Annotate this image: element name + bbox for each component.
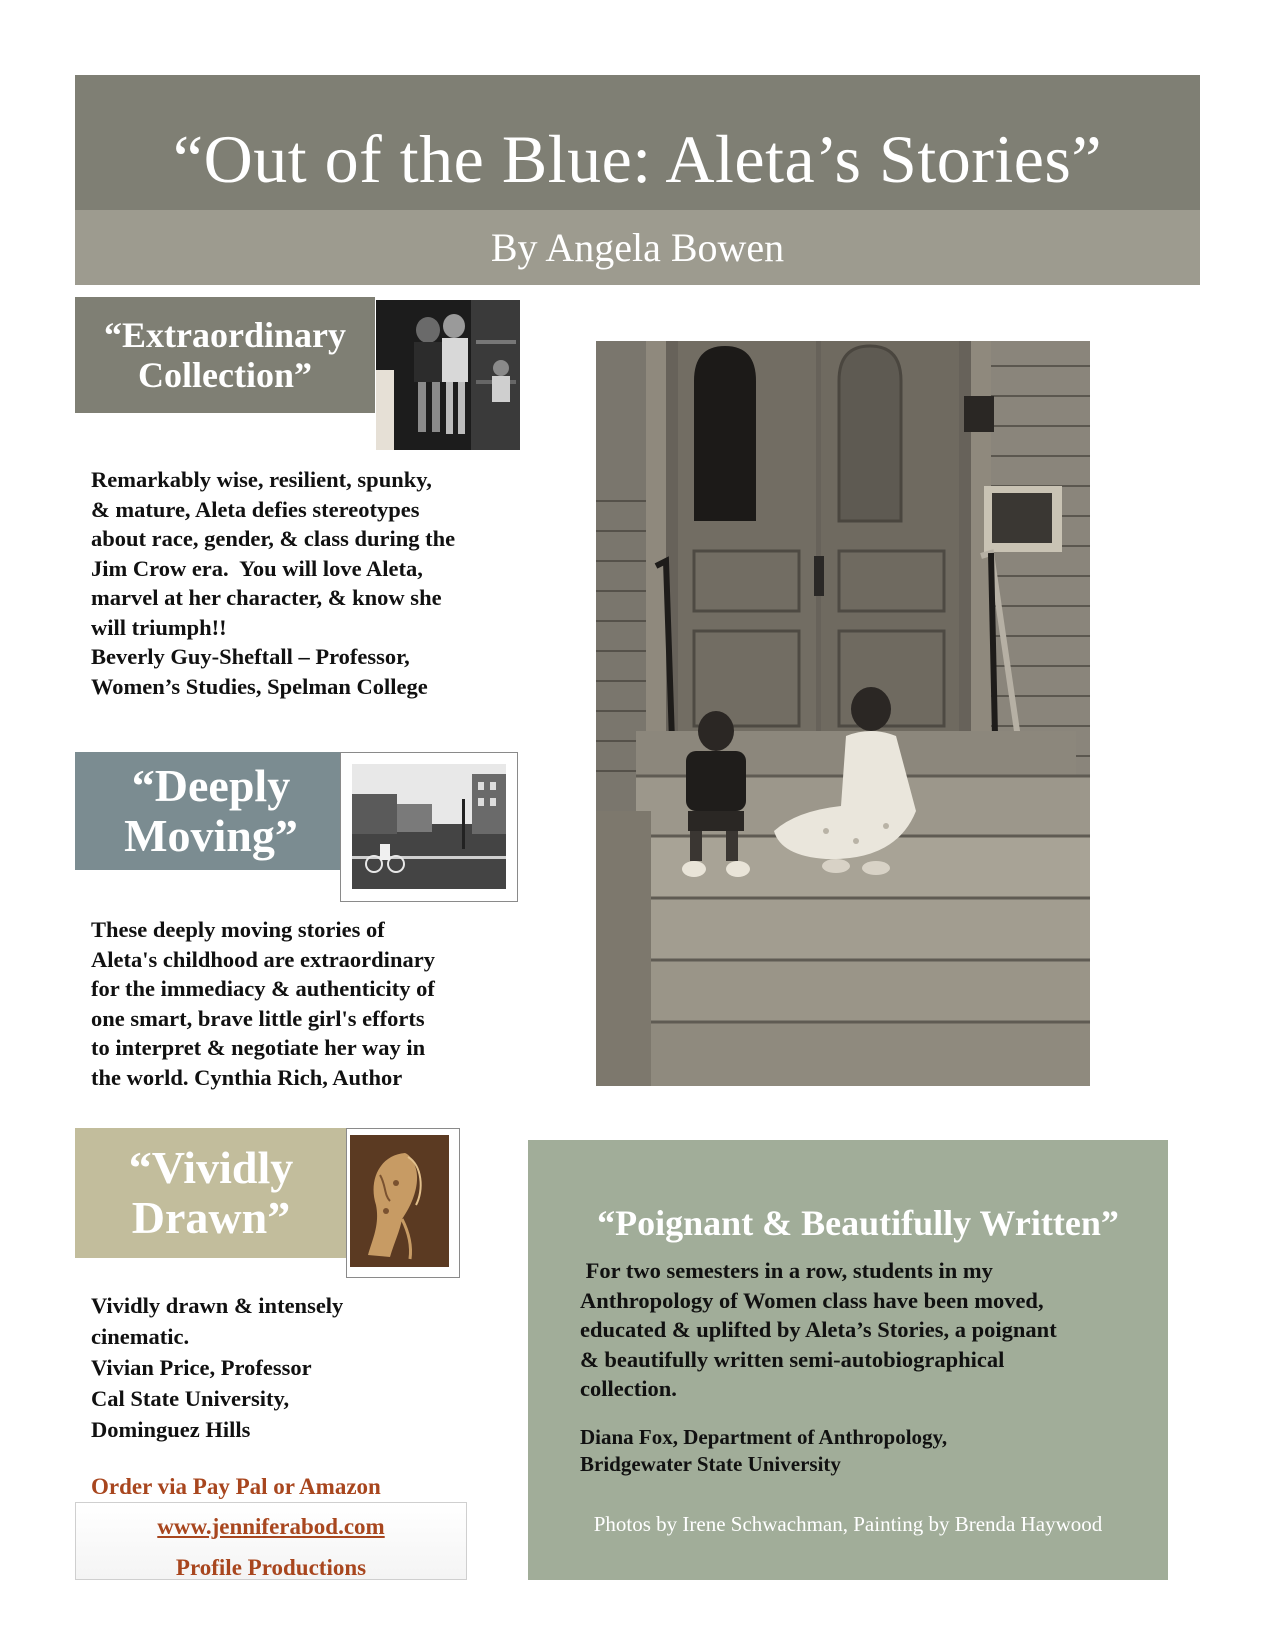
text-line: Women’s Studies, Spelman College xyxy=(91,673,428,699)
heading-line: “Deeply xyxy=(131,760,291,812)
review-text-cynthia xyxy=(91,915,521,1092)
text-line: Aleta's childhood are extraordinary xyxy=(91,946,435,972)
heading-line: “Vividly xyxy=(128,1142,294,1194)
text-line: educated & uplifted by Aleta’s Stories, a poignant xyxy=(580,1317,1057,1342)
text-line: & beautifully written semi-autobiographical xyxy=(580,1346,1005,1372)
review-heading: “Poignant & Beautifully Written” xyxy=(597,1203,1119,1243)
text-line: For two semesters in a row, students in my xyxy=(580,1258,993,1283)
text-line: marvel at her character, & know she xyxy=(91,585,442,610)
review-signature xyxy=(580,1424,1150,1478)
order-label: Order via Pay Pal or Amazon xyxy=(91,1474,381,1499)
text-line: about race, gender, & class during the xyxy=(91,526,456,551)
text-line: to interpret & negotiate her way in xyxy=(91,1035,426,1060)
quote-heading-vividly-drawn xyxy=(75,1128,347,1258)
text-line: Beverly Guy-Sheftall – Professor, xyxy=(91,644,410,669)
text-line: Vividly drawn & intensely xyxy=(91,1293,344,1318)
text-line: Cal State University, xyxy=(91,1386,290,1411)
text-line: will triumph!! xyxy=(91,614,227,640)
text-line: Diana Fox, Department of Anthropology, xyxy=(580,1425,948,1449)
quote-heading-extraordinary xyxy=(75,297,375,413)
photo-credit: Photos by Irene Schwachman, Painting by Brenda Haywood xyxy=(593,1512,1103,1536)
page-title: “Out of the Blue: Aleta’s Stories” xyxy=(172,121,1103,197)
text-line: one smart, brave little girl's efforts xyxy=(91,1005,425,1031)
heading-line: Moving” xyxy=(124,810,298,861)
author-byline: By Angela Bowen xyxy=(490,225,785,270)
text-line: Anthropology of Women class have been moved, xyxy=(580,1287,1044,1313)
text-line: Remarkably wise, resilient, spunky, xyxy=(91,467,432,492)
order-website-link[interactable]: www.jenniferabod.com xyxy=(157,1514,385,1539)
publisher-name: Profile Productions xyxy=(175,1555,367,1580)
text-line: These deeply moving stories of xyxy=(91,917,385,942)
review-text-vivian xyxy=(91,1290,421,1445)
text-line: & mature, Aleta defies stereotypes xyxy=(91,496,420,522)
heading-line: Drawn” xyxy=(131,1192,291,1243)
text-line: cinematic. xyxy=(91,1324,190,1349)
quote-heading-deeply-moving xyxy=(75,752,347,870)
text-line: collection. xyxy=(580,1376,677,1401)
heading-line: “Extraordinary xyxy=(104,314,346,355)
heading-line: Collection” xyxy=(138,355,312,395)
review-text-diana xyxy=(580,1256,1150,1404)
text-line: Vivian Price, Professor xyxy=(91,1355,312,1380)
text-line: Dominguez Hills xyxy=(91,1417,251,1442)
text-line: the world. Cynthia Rich, Author xyxy=(91,1064,403,1090)
text-line: Bridgewater State University xyxy=(580,1452,841,1476)
text-line: for the immediacy & authenticity of xyxy=(91,976,435,1001)
street-photo-thumbnail xyxy=(352,764,506,889)
text-line: Jim Crow era. You will love Aleta, xyxy=(91,555,423,581)
review-text-beverly xyxy=(91,465,521,701)
children-photo-thumbnail xyxy=(376,300,520,450)
main-cover-photo xyxy=(596,341,1090,1086)
painting-thumbnail xyxy=(350,1135,449,1267)
